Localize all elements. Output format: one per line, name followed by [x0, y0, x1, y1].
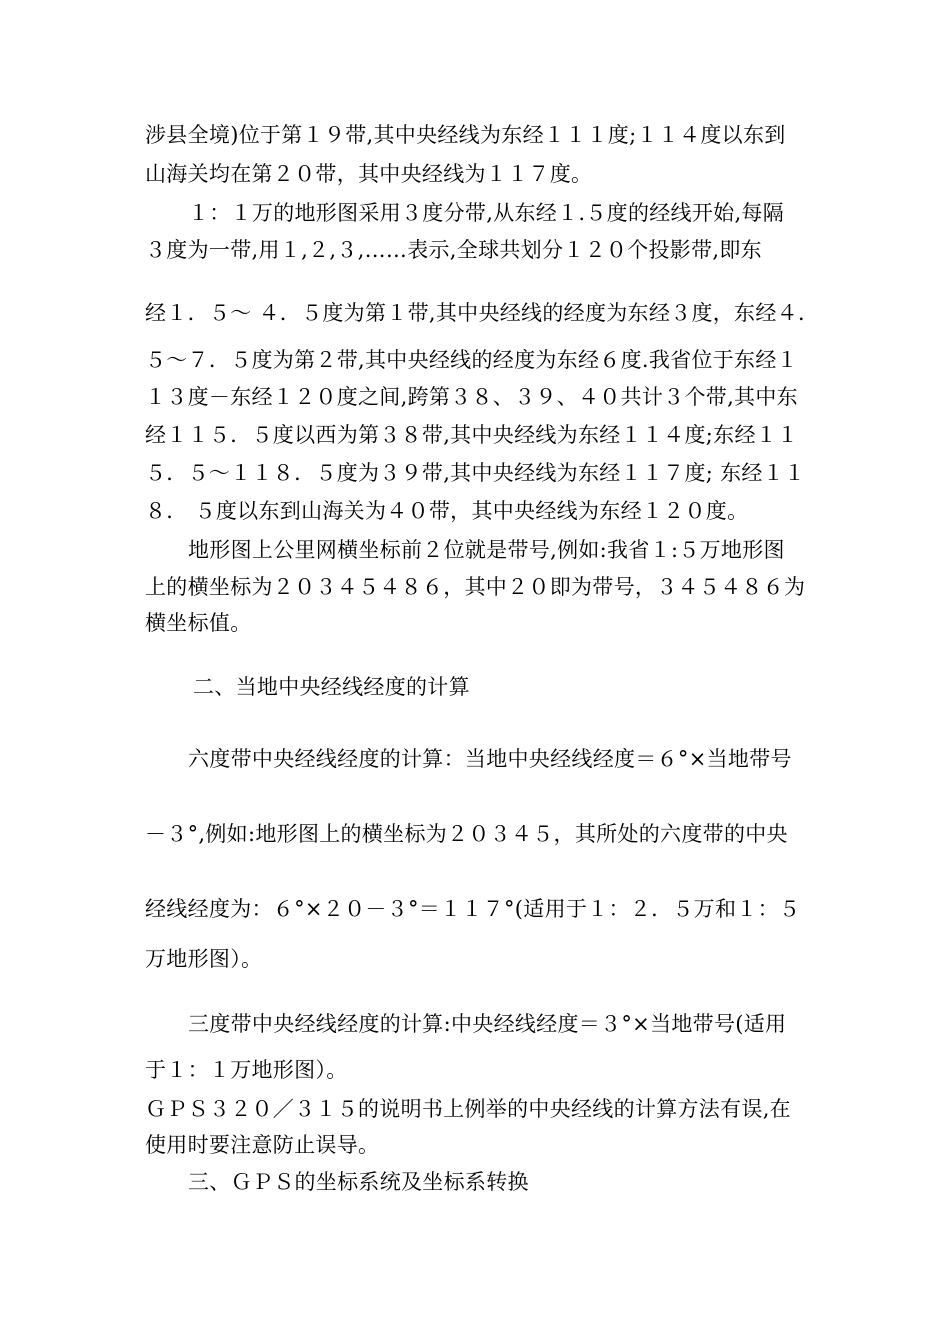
text-line-1: 涉县全境)位于第１９带,其中央经线为东经１１１度;１１４度以东到: [145, 123, 786, 147]
text-line-4: ３度为一带,用１,２,３,……表示,全球共划分１２０个投影带,即东: [145, 238, 762, 262]
text-line-16: －３°,例如:地形图上的横坐标为２０３４５，其所处的六度带的中央: [145, 822, 788, 846]
text-line-13: 横坐标值。: [145, 611, 252, 635]
text-line-5: 经１．５～ ４．５度为第１带,其中央经线的经度为东经３度，东经４．: [145, 301, 820, 325]
text-line-15: 六度带中央经线经度的计算：当地中央经线经度＝６°×当地带号: [188, 747, 792, 771]
text-line-10: ８． ５度以东到山海关为４０带，其中央经线为东经１２０度。: [145, 499, 749, 523]
text-line-12: 上的横坐标为２０３４５４８６，其中２０即为带号，３４５４８６为: [145, 575, 806, 599]
text-line-20: 于１：１万地形图）。: [145, 1058, 348, 1082]
text-line-19: 三度带中央经线经度的计算:中央经线经度＝３°×当地带号(适用: [188, 1012, 787, 1036]
text-line-11: 地形图上公里网横坐标前２位就是带号,例如:我省１:５万地形图: [188, 538, 785, 562]
text-line-3: １：１万的地形图采用３度分带,从东经１.５度的经线开始,每隔: [188, 201, 785, 225]
section-heading-3: 三、ＧＰＳ的坐标系统及坐标系转换: [188, 1170, 529, 1194]
text-line-22: 使用时要注意防止误导。: [145, 1133, 380, 1157]
text-line-21: ＧＰＳ３２０／３１５的说明书上例举的中央经线的计算方法有误,在: [145, 1097, 791, 1121]
text-line-6: ５～７．５度为第２带,其中央经线的经度为东经６度.我省位于东经１: [145, 348, 798, 372]
text-line-2: 山海关均在第２０带，其中央经线为１１７度。: [145, 162, 593, 186]
text-line-8: 经１１５．５度以西为第３８带,其中央经线为东经１１４度;东经１１: [145, 423, 799, 447]
section-heading-2: 二、当地中央经线经度的计算: [193, 675, 470, 699]
text-line-17: 经线经度为：６°×２０－３°＝１１７°(适用于１：２．５万和１：５: [145, 897, 801, 921]
text-line-9: ５．５～１１８．５度为３９带,其中央经线为东经１１７度; 东经１１: [145, 461, 806, 485]
text-line-7: １３度－东经１２０度之间,跨第３８、３９、４０共计３个带,其中东: [145, 385, 798, 409]
text-line-18: 万地形图）。: [145, 947, 263, 971]
